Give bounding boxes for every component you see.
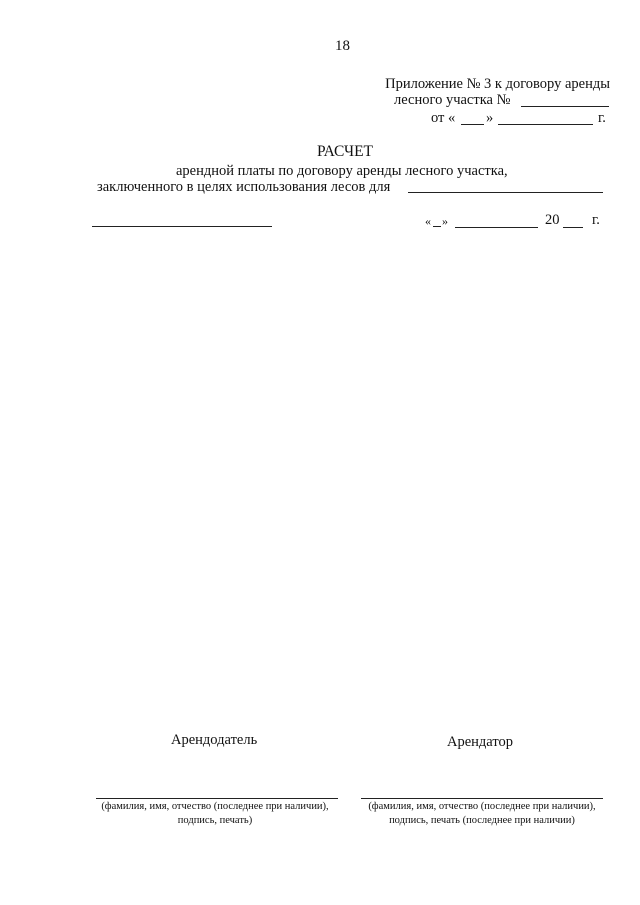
- contract-month-blank[interactable]: [498, 124, 593, 125]
- appendix-date-open-quote: от «: [431, 110, 456, 126]
- lessor-signature-line[interactable]: [96, 798, 338, 799]
- lessee-caption-line-2: подпись, печать (последнее при наличии): [389, 815, 575, 826]
- lessor-caption-line-2: подпись, печать): [177, 815, 253, 826]
- date-year-suffix: г.: [592, 212, 600, 228]
- lessor-caption-line-1: (фамилия, имя, отчество (последнее при наличии),: [101, 801, 329, 812]
- date-year-prefix: 20: [545, 212, 560, 228]
- contract-day-blank[interactable]: [461, 124, 484, 125]
- subtitle-line-1: арендной платы по договору аренды лесного участка,: [176, 163, 508, 179]
- date-year-blank[interactable]: [563, 227, 583, 228]
- document-title: РАСЧЕТ: [316, 143, 374, 160]
- lessor-title: Арендодатель: [171, 732, 258, 748]
- lessee-caption-line-1: (фамилия, имя, отчество (последнее при наличии),: [368, 801, 596, 812]
- appendix-date-close-quote: »: [486, 110, 494, 126]
- lessee-title: Арендатор: [447, 734, 514, 750]
- date-open-quote: «: [425, 214, 431, 228]
- purpose-blank[interactable]: [408, 192, 603, 193]
- contract-number-blank[interactable]: [521, 106, 609, 107]
- appendix-date-year-suffix: г.: [598, 110, 606, 126]
- date-close-quote: »: [442, 214, 448, 228]
- subtitle-line-2: заключенного в целях использования лесов для: [97, 179, 391, 195]
- date-month-blank[interactable]: [455, 227, 538, 228]
- appendix-line-2: лесного участка №: [394, 92, 511, 108]
- date-day-blank[interactable]: [433, 226, 441, 227]
- appendix-line-1: Приложение № 3 к договору аренды: [385, 76, 610, 92]
- lessee-signature-line[interactable]: [361, 798, 603, 799]
- place-blank[interactable]: [92, 226, 272, 227]
- page-number: 18: [335, 38, 350, 54]
